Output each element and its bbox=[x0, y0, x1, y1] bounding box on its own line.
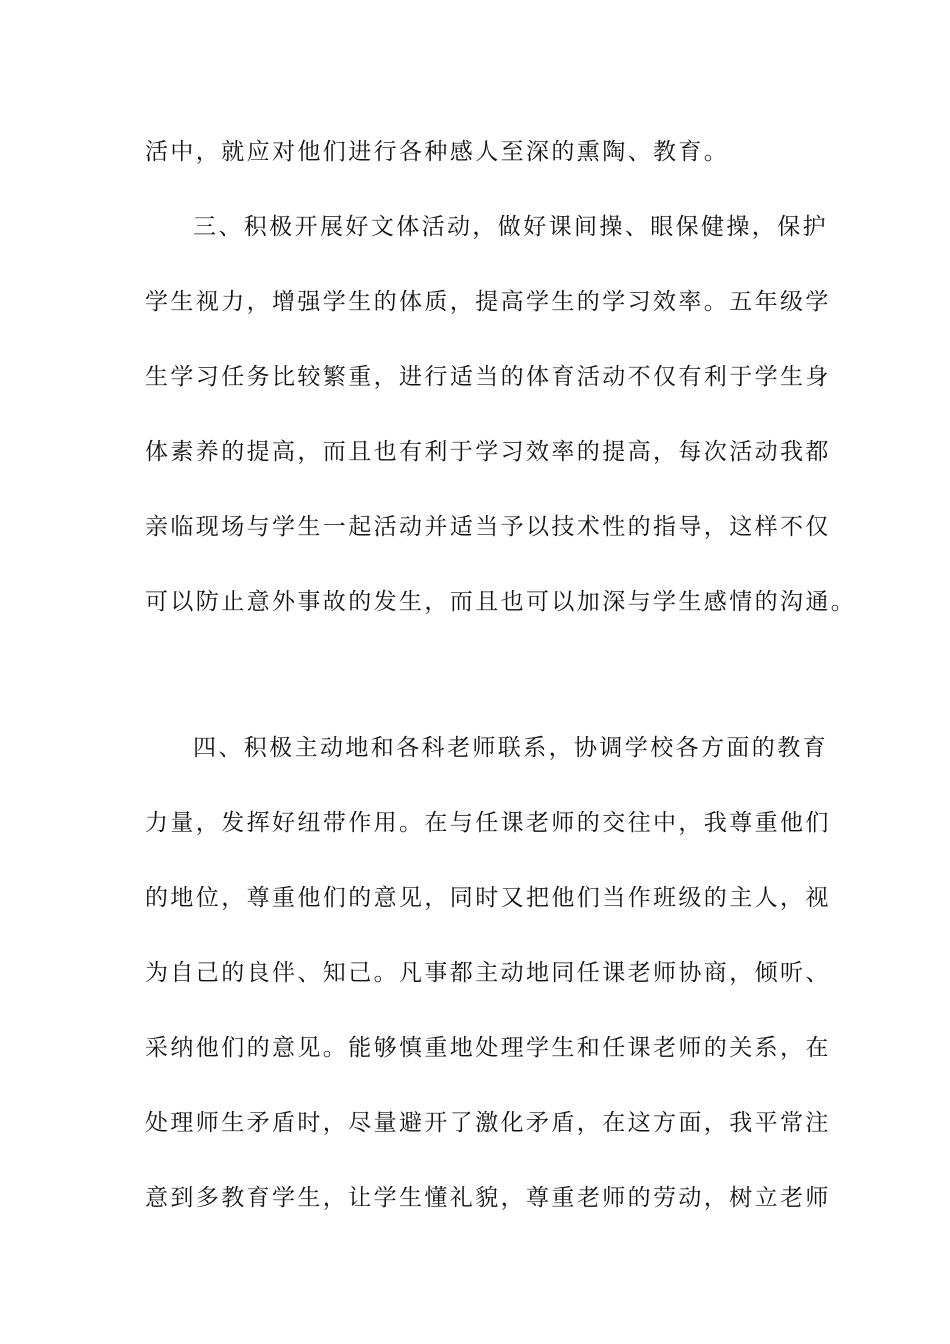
text-line: 可以防止意外事故的发生，而且也可以加深与学生感情的沟通。 bbox=[145, 589, 857, 615]
text-line: 活中，就应对他们进行各种感人至深的熏陶、教育。 bbox=[145, 139, 730, 165]
paragraph-start-line: 四、积极主动地和各科老师联系，协调学校各方面的教育 bbox=[193, 735, 828, 761]
text-line: 亲临现场与学生一起活动并适当予以技术性的指导，这样不仅 bbox=[145, 514, 831, 540]
text-line: 的地位，尊重他们的意见，同时又把他们当作班级的主人，视 bbox=[145, 885, 831, 911]
text-line: 意到多教育学生，让学生懂礼貌，尊重老师的劳动，树立老师 bbox=[145, 1185, 831, 1211]
text-line: 为自己的良伴、知己。凡事都主动地同任课老师协商，倾听、 bbox=[145, 960, 831, 986]
paragraph-start-line: 三、积极开展好文体活动，做好课间操、眼保健操，保护 bbox=[193, 214, 828, 240]
text-line: 学生视力，增强学生的体质，提高学生的学习效率。五年级学 bbox=[145, 289, 831, 315]
text-line: 处理师生矛盾时，尽量避开了激化矛盾，在这方面，我平常注 bbox=[145, 1110, 831, 1136]
text-line: 力量，发挥好纽带作用。在与任课老师的交往中，我尊重他们 bbox=[145, 810, 831, 836]
text-line: 体素养的提高，而且也有利于学习效率的提高，每次活动我都 bbox=[145, 439, 831, 465]
text-line: 生学习任务比较繁重，进行适当的体育活动不仅有利于学生身 bbox=[145, 364, 831, 390]
text-line: 采纳他们的意见。能够慎重地处理学生和任课老师的关系，在 bbox=[145, 1035, 831, 1061]
